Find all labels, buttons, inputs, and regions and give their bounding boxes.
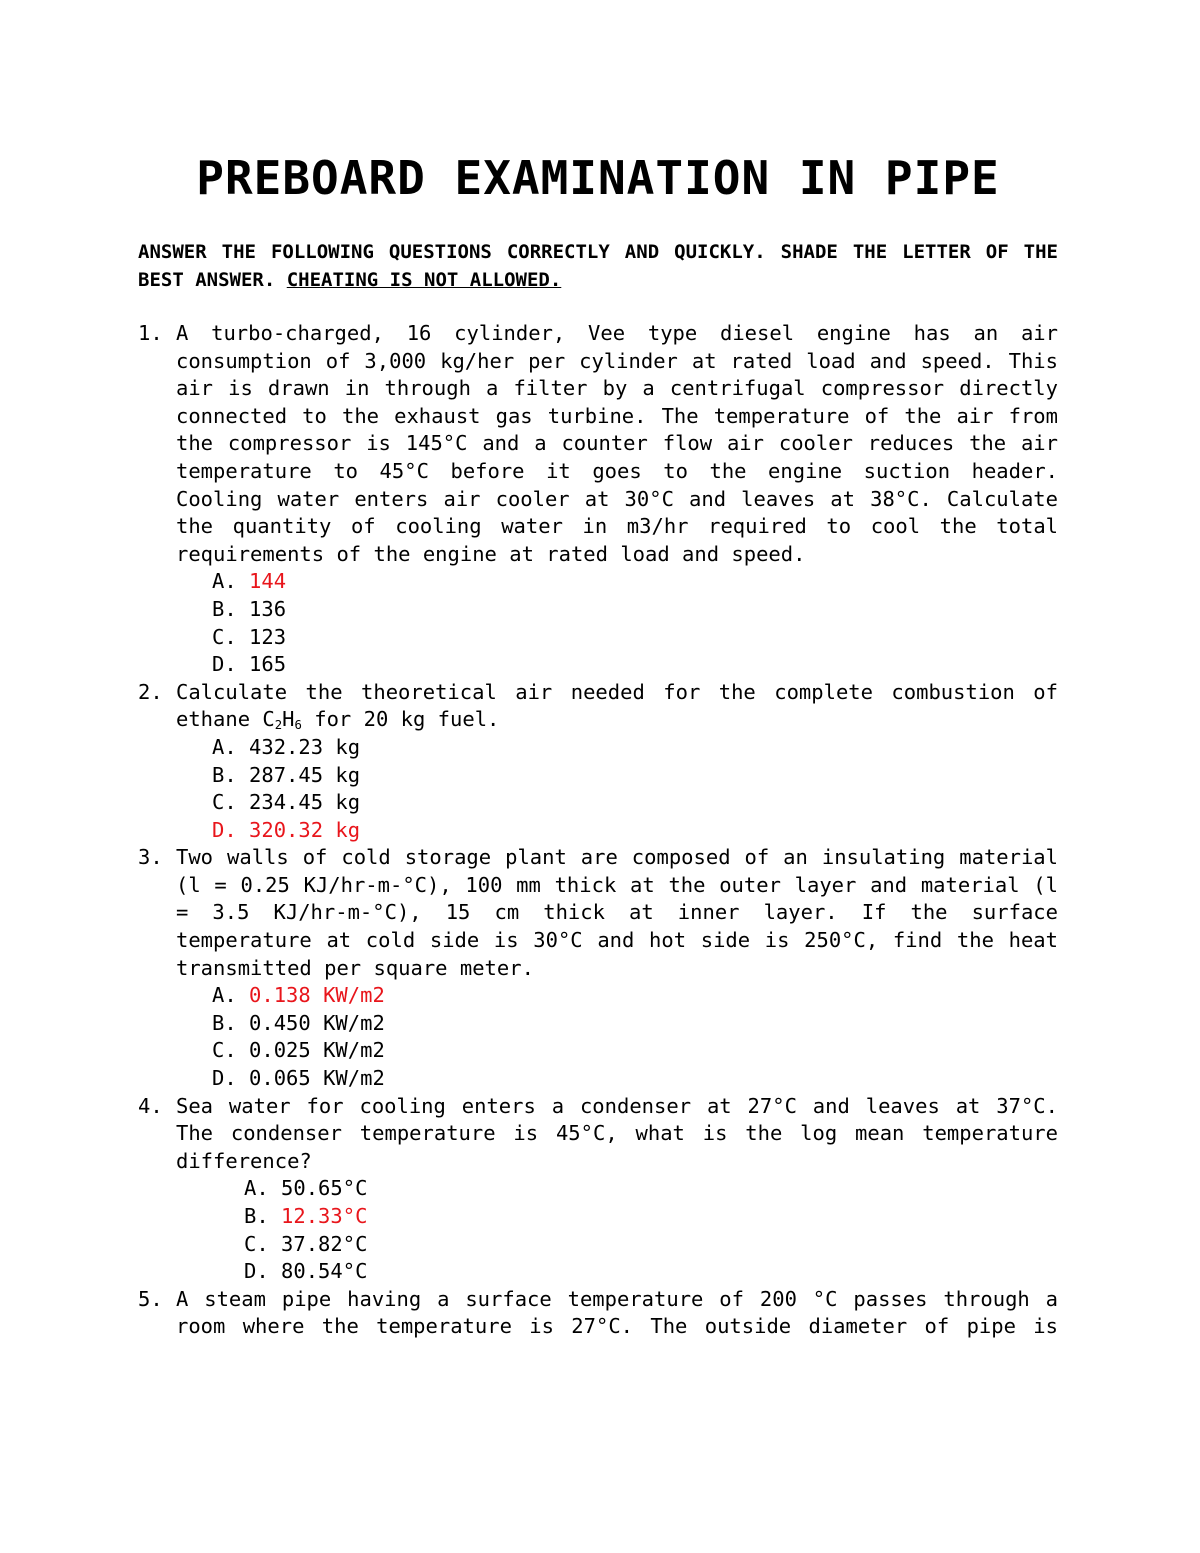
option-text: 123	[249, 624, 287, 649]
question-text: A turbo-charged, 16 cylinder, Vee type diesel engine has an air consumption of 3,000 kg/her per cylinder at rated load and speed. This air is drawn in through a filter by a centrifugal compressor directly connected to the exhaust gas turbine. The temperature of the air from the compressor is 145°C and a counter flow air cooler reduces the air temperature to 45°C before it goes to the engine suction header. Cooling water enters air cooler at 30°C and leaves at 38°C. Calculate the quantity of cooling water in m3/hr required to cool the total requirements of the engine at rated load and speed.	[176, 321, 1058, 566]
option-list	[176, 1175, 1058, 1285]
question-5	[138, 1286, 1058, 1341]
option-letter: B.	[212, 762, 237, 787]
option-text: 0.025 KW/m2	[249, 1038, 385, 1063]
option-d[interactable]	[244, 1258, 1058, 1286]
option-letter: C.	[212, 790, 237, 815]
option-text: 50.65°C	[281, 1176, 368, 1201]
option-letter: B.	[212, 596, 237, 621]
option-text: 144	[249, 569, 287, 594]
option-letter: A.	[212, 569, 237, 594]
option-text: 136	[249, 596, 287, 621]
option-d[interactable]	[212, 651, 1058, 679]
subscript: 6	[294, 718, 302, 733]
option-letter: A.	[212, 734, 237, 759]
option-b[interactable]	[212, 1010, 1058, 1038]
option-list	[176, 568, 1058, 678]
question-2	[138, 679, 1058, 845]
question-text: A steam pipe having a surface temperature of 200 °C passes through a room where the temperature is 27°C. The outside diameter of pipe is	[176, 1286, 1058, 1339]
question-number: 5.	[138, 1286, 163, 1311]
question-number: 4.	[138, 1093, 163, 1118]
question-text	[176, 679, 1058, 734]
option-c[interactable]	[212, 1037, 1058, 1065]
question-text-part: for 20 kg fuel.	[301, 707, 500, 732]
option-text: 0.065 KW/m2	[249, 1066, 385, 1091]
option-text: 12.33°C	[281, 1204, 368, 1228]
option-d[interactable]	[212, 1065, 1058, 1093]
option-text: 234.45 kg	[249, 790, 361, 815]
option-letter: A.	[244, 1176, 269, 1201]
option-a[interactable]	[244, 1175, 1058, 1203]
option-text: 287.45 kg	[249, 762, 361, 787]
option-c[interactable]	[212, 789, 1058, 817]
option-a[interactable]	[212, 982, 1058, 1010]
option-list	[176, 982, 1058, 1092]
option-text: 37.82°C	[281, 1231, 368, 1256]
option-b[interactable]	[212, 596, 1058, 624]
option-c[interactable]	[244, 1231, 1058, 1259]
question-list	[138, 320, 1058, 1341]
option-letter: D.	[212, 652, 237, 677]
option-letter: D.	[244, 1259, 269, 1284]
option-d[interactable]	[212, 817, 1058, 845]
option-text: 320.32 kg	[249, 817, 361, 842]
option-text: 0.450 KW/m2	[249, 1010, 385, 1035]
option-letter: B.	[244, 1204, 269, 1228]
option-letter: A.	[212, 983, 237, 1008]
option-b[interactable]	[244, 1203, 1058, 1231]
question-4	[138, 1093, 1058, 1286]
subscript: 2	[274, 718, 283, 733]
option-list	[176, 734, 1058, 844]
option-a[interactable]	[212, 734, 1058, 762]
option-letter: C.	[244, 1231, 269, 1256]
cheating-warning: CHEATING IS NOT ALLOWED.	[286, 268, 562, 291]
question-text-part: Calculate the theoretical air needed for the complete combustion of ethane C	[176, 679, 1058, 732]
option-letter: C.	[212, 1038, 237, 1063]
question-number: 3.	[138, 845, 163, 870]
option-c[interactable]	[212, 624, 1058, 652]
question-1	[138, 320, 1058, 679]
option-letter: C.	[212, 624, 237, 649]
option-text: 432.23 kg	[249, 734, 361, 759]
option-letter: B.	[212, 1010, 237, 1035]
instructions	[138, 239, 1058, 294]
instructions-text: ANSWER THE FOLLOWING QUESTIONS CORRECTLY AND QUICKLY. SHADE THE LETTER OF THE BEST ANSWER.	[138, 241, 1058, 291]
page-title: PREBOARD EXAMINATION IN PIPE	[196, 151, 1000, 205]
option-text: 165	[249, 652, 287, 677]
question-text: Sea water for cooling enters a condenser at 27°C and leaves at 37°C. The condenser temperature is 45°C, what is the log mean temperature difference?	[176, 1093, 1058, 1173]
option-text: 80.54°C	[281, 1259, 368, 1284]
question-number: 2.	[138, 679, 163, 704]
option-letter: D.	[212, 817, 237, 842]
question-text-part: H	[282, 707, 295, 732]
option-letter: D.	[212, 1066, 237, 1091]
question-3	[138, 844, 1058, 1092]
option-text: 0.138 KW/m2	[249, 983, 385, 1008]
option-b[interactable]	[212, 762, 1058, 790]
question-number: 1.	[138, 321, 163, 345]
option-a[interactable]	[212, 568, 1058, 596]
question-text: Two walls of cold storage plant are composed of an insulating material (l = 0.25 KJ/hr-m-°C), 100 mm thick at the outer layer and material (l = 3.5 KJ/hr-m-°C), 15 cm thick at inner layer. If the surface temperature at cold side is 30°C and hot side is 250°C, find the heat transmitted per square meter.	[176, 845, 1058, 980]
